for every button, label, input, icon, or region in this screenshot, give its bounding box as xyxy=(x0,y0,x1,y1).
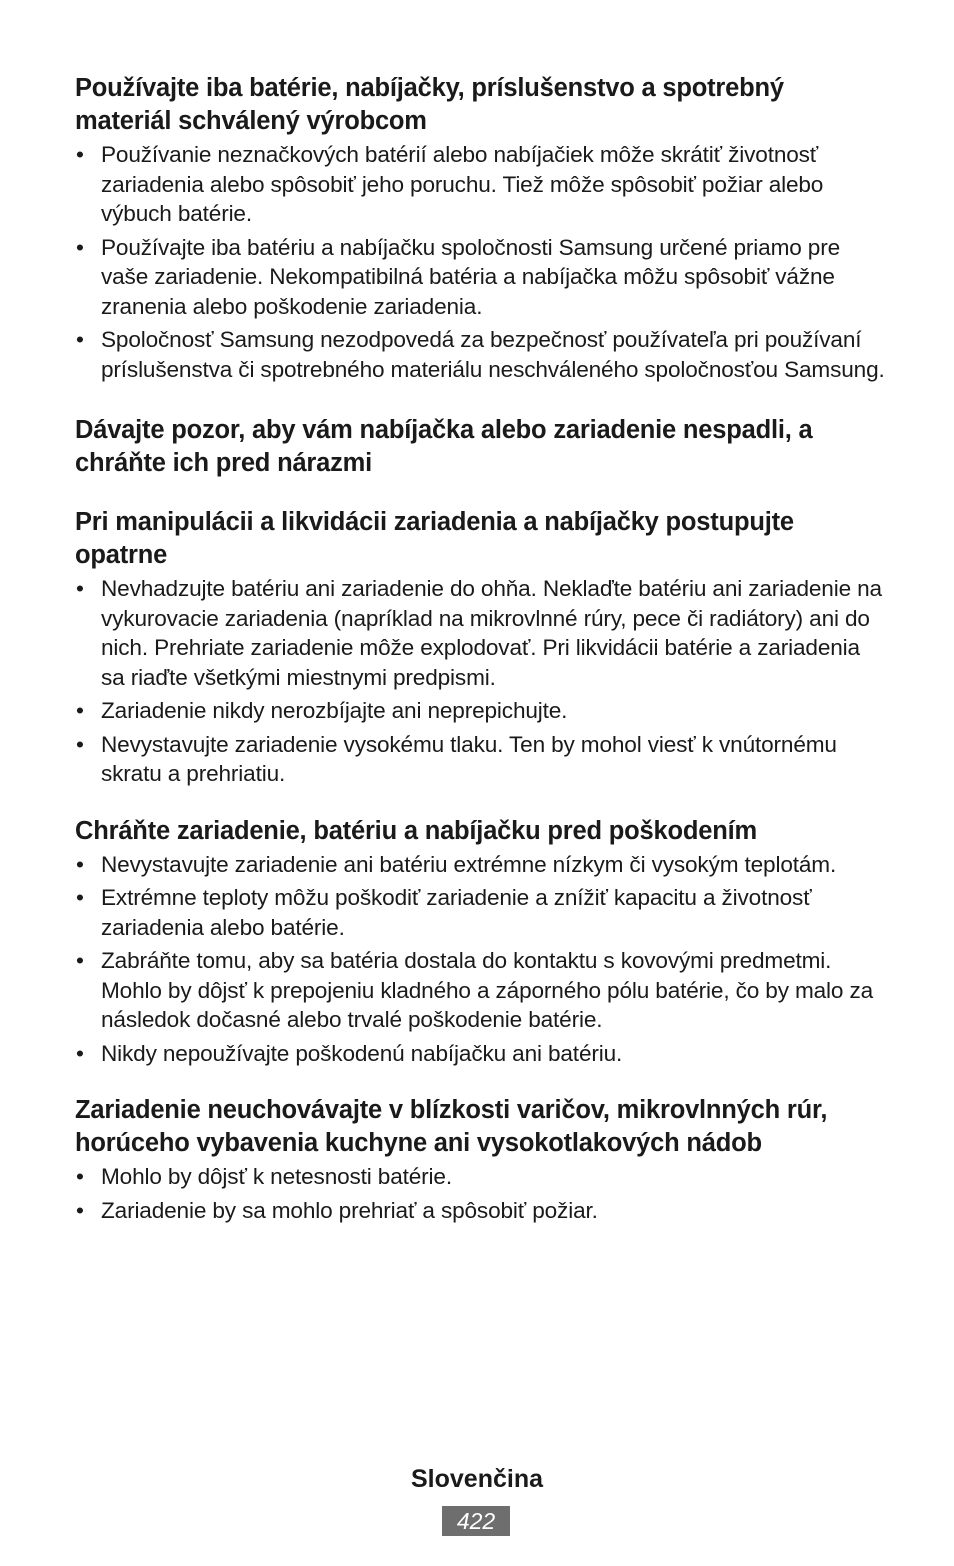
list-item-text: Zariadenie nikdy nerozbíjajte ani neprepichujte. xyxy=(101,698,568,723)
section-approved-accessories xyxy=(75,72,885,384)
list-item xyxy=(75,883,885,942)
list-item-text: Nevystavujte zariadenie vysokému tlaku. Ten by mohol viesť k vnútornému skratu a prehriatiu. xyxy=(101,731,837,786)
list-item-text: Zabráňte tomu, aby sa batéria dostala do kontaktu s kovovými predmetmi. Mohlo by dôjsť k prepojeniu kladného a záporného pólu batérie, čo by malo za následok dočasné alebo trvalé poškodenie batérie. xyxy=(101,948,874,1032)
list-item xyxy=(75,325,885,384)
section-heading: Chráňte zariadenie, batériu a nabíjačku pred poškodením xyxy=(75,816,757,845)
bullet-icon: • xyxy=(76,1040,84,1066)
bullet-icon: • xyxy=(76,1164,84,1189)
bullet-icon: • xyxy=(76,851,84,877)
section-heat-sources xyxy=(75,1094,885,1225)
list-item xyxy=(75,946,885,1035)
bullet-icon: • xyxy=(76,1197,84,1223)
list-item xyxy=(75,1039,885,1069)
bullet-icon: • xyxy=(76,142,84,167)
footer-language: Slovenčina xyxy=(411,1465,543,1493)
list-item xyxy=(75,574,885,692)
list-item-text: Používanie neznačkových batérií alebo nabíjačiek môže skrátiť životnosť zariadenia alebo spôsobiť jeho poruchu. Tiež môže spôsobiť požiar alebo výbuch batérie. xyxy=(101,142,824,226)
list-item-text: Zariadenie by sa mohlo prehriať a spôsobiť požiar. xyxy=(101,1197,598,1223)
list-item xyxy=(75,1162,885,1192)
section-heading: Používajte iba batérie, nabíjačky, príslušenstvo a spotrebný materiál schválený výrobcom xyxy=(75,74,784,135)
list-item xyxy=(75,1196,885,1226)
bullet-icon: • xyxy=(76,948,84,973)
bullet-icon: • xyxy=(76,885,84,910)
page-content xyxy=(75,72,885,1255)
section-damage-protection xyxy=(75,815,885,1069)
bullet-list xyxy=(75,140,885,384)
section-heading: Pri manipulácii a likvidácii zariadenia a nabíjačky postupujte opatrne xyxy=(75,508,794,569)
list-item-text: Nevystavujte zariadenie ani batériu extrémne nízkym či vysokým teplotám. xyxy=(101,851,837,877)
section-drop-protection xyxy=(75,414,885,480)
bullet-list xyxy=(75,1162,885,1225)
bullet-icon: • xyxy=(76,234,84,260)
list-item xyxy=(75,850,885,880)
bullet-icon: • xyxy=(76,327,84,352)
list-item-text: Mohlo by dôjsť k netesnosti batérie. xyxy=(101,1164,452,1189)
list-item xyxy=(75,696,885,726)
section-handling-disposal xyxy=(75,506,885,789)
list-item-text: Extrémne teploty môžu poškodiť zariadenie a znížiť kapacitu a životnosť zariadenia alebo batérie. xyxy=(101,885,812,940)
section-heading: Zariadenie neuchovávajte v blízkosti varičov, mikrovlnných rúr, horúceho vybavenia kuchyne ani vysokotlakových nádob xyxy=(75,1096,828,1157)
list-item-text: Nevhadzujte batériu ani zariadenie do ohňa. Neklaďte batériu ani zariadenie na vykurovacie zariadenia (napríklad na mikrovlnné rúry, pece či radiátory) ani do nich. Prehriate zariadenie môže explodovať. Pri likvidácii batérie a zariadenia sa riaďte všetkými miestnymi predpismi. xyxy=(101,576,882,690)
bullet-icon: • xyxy=(76,731,84,757)
bullet-list xyxy=(75,574,885,789)
list-item xyxy=(75,233,885,322)
bullet-icon: • xyxy=(76,698,84,723)
page-number: 422 xyxy=(442,1506,510,1536)
list-item-text: Používajte iba batériu a nabíjačku spoločnosti Samsung určené priamo pre vaše zariadenie. Nekompatibilná batéria a nabíjačka môžu spôsobiť vážne zranenia alebo poškodenie zariadenia. xyxy=(101,234,840,319)
section-heading: Dávajte pozor, aby vám nabíjačka alebo zariadenie nespadli, a chráňte ich pred nárazmi xyxy=(75,416,813,477)
bullet-icon: • xyxy=(76,576,84,601)
list-item xyxy=(75,730,885,789)
bullet-list xyxy=(75,850,885,1069)
list-item-text: Nikdy nepoužívajte poškodenú nabíjačku ani batériu. xyxy=(101,1040,623,1066)
list-item xyxy=(75,140,885,229)
list-item-text: Spoločnosť Samsung nezodpovedá za bezpečnosť používateľa pri používaní príslušenstva či spotrebného materiálu neschváleného spoločnosťou Samsung. xyxy=(101,327,885,382)
